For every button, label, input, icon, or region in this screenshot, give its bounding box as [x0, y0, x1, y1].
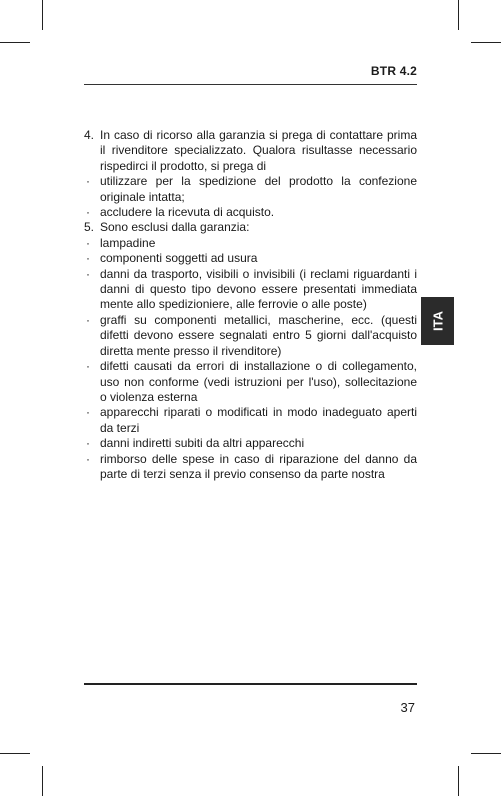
- list-item: [84, 251, 417, 266]
- crop-mark-bottom-left-vertical: [42, 766, 43, 796]
- item-text: difetti causati da errori di installazione o di collegamento, uso non conforme (vedi istruzioni per l'uso), sollecitazione o violenza esterna: [100, 359, 417, 404]
- footer-divider: [84, 683, 417, 685]
- bullet-marker: ·: [86, 251, 90, 266]
- crop-mark-top-left-horizontal: [0, 42, 30, 43]
- crop-mark-top-right-vertical: [458, 0, 459, 30]
- bullet-marker: ·: [86, 174, 90, 189]
- bullet-marker: ·: [86, 359, 90, 374]
- list-item: [84, 236, 417, 251]
- item-text: danni da trasporto, visibili o invisibili (i reclami riguardanti i danni di questo tipo devono essere presentati immediata mente allo spedizioniere, alle ferrovie o alle poste): [100, 266, 417, 312]
- crop-mark-top-right-horizontal: [471, 42, 501, 43]
- item-text: Sono esclusi dalla garanzia:: [100, 220, 250, 235]
- item-text: utilizzare per la spedizione del prodotto la confezione originale intatta;: [100, 174, 417, 204]
- bullet-marker: ·: [86, 436, 90, 451]
- crop-mark-bottom-left-horizontal: [0, 753, 30, 754]
- list-item: [84, 174, 417, 205]
- item-text: lampadine: [100, 235, 156, 250]
- item-marker: 5.: [84, 220, 95, 235]
- item-text: apparecchi riparati o modificati in modo inadeguato aperti da terzi: [100, 405, 417, 435]
- language-tab-label: ITA: [430, 311, 445, 331]
- list-item-5: [84, 220, 417, 235]
- list-item: [84, 359, 417, 405]
- crop-mark-top-left-vertical: [42, 0, 43, 30]
- item-text: danni indiretti subiti da altri apparecchi: [100, 436, 305, 451]
- item-text: accludere la ricevuta di acquisto.: [100, 205, 275, 220]
- header-divider: [84, 84, 417, 85]
- language-tab: [421, 297, 454, 345]
- list-item-4: [84, 128, 417, 174]
- bullet-marker: ·: [86, 312, 90, 327]
- page-number: 37: [400, 700, 415, 715]
- item-text: rimborso delle spese in caso di riparazione del danno da parte di terzi senza il previo consenso da parte nostra: [100, 451, 417, 481]
- bullet-marker: ·: [86, 235, 90, 250]
- warranty-text: [84, 128, 417, 482]
- bullet-marker: ·: [86, 405, 90, 420]
- item-text: componenti soggetti ad usura: [100, 251, 258, 266]
- bullet-marker: ·: [86, 266, 90, 281]
- list-item: [84, 205, 417, 220]
- list-item: [84, 436, 417, 451]
- crop-mark-bottom-right-horizontal: [471, 753, 501, 754]
- list-item: [84, 267, 417, 313]
- item-text: In caso di ricorso alla garanzia si prega di contattare prima il rivenditore specializzato. Qualora risultasse necessario rispedirci il prodotto, si prega di: [100, 128, 417, 173]
- list-item: [84, 452, 417, 483]
- list-item: [84, 405, 417, 436]
- bullet-marker: ·: [86, 205, 90, 220]
- model-title: BTR 4.2: [370, 64, 417, 78]
- item-text: graffi su componenti metallici, mascherine, ecc. (questi difetti devono essere segnalati entro 5 giorni dall'acquisto diretta mente presso il rivenditore): [100, 312, 417, 358]
- list-item: [84, 313, 417, 359]
- crop-mark-bottom-right-vertical: [458, 766, 459, 796]
- item-marker: 4.: [84, 128, 95, 142]
- bullet-marker: ·: [86, 451, 90, 466]
